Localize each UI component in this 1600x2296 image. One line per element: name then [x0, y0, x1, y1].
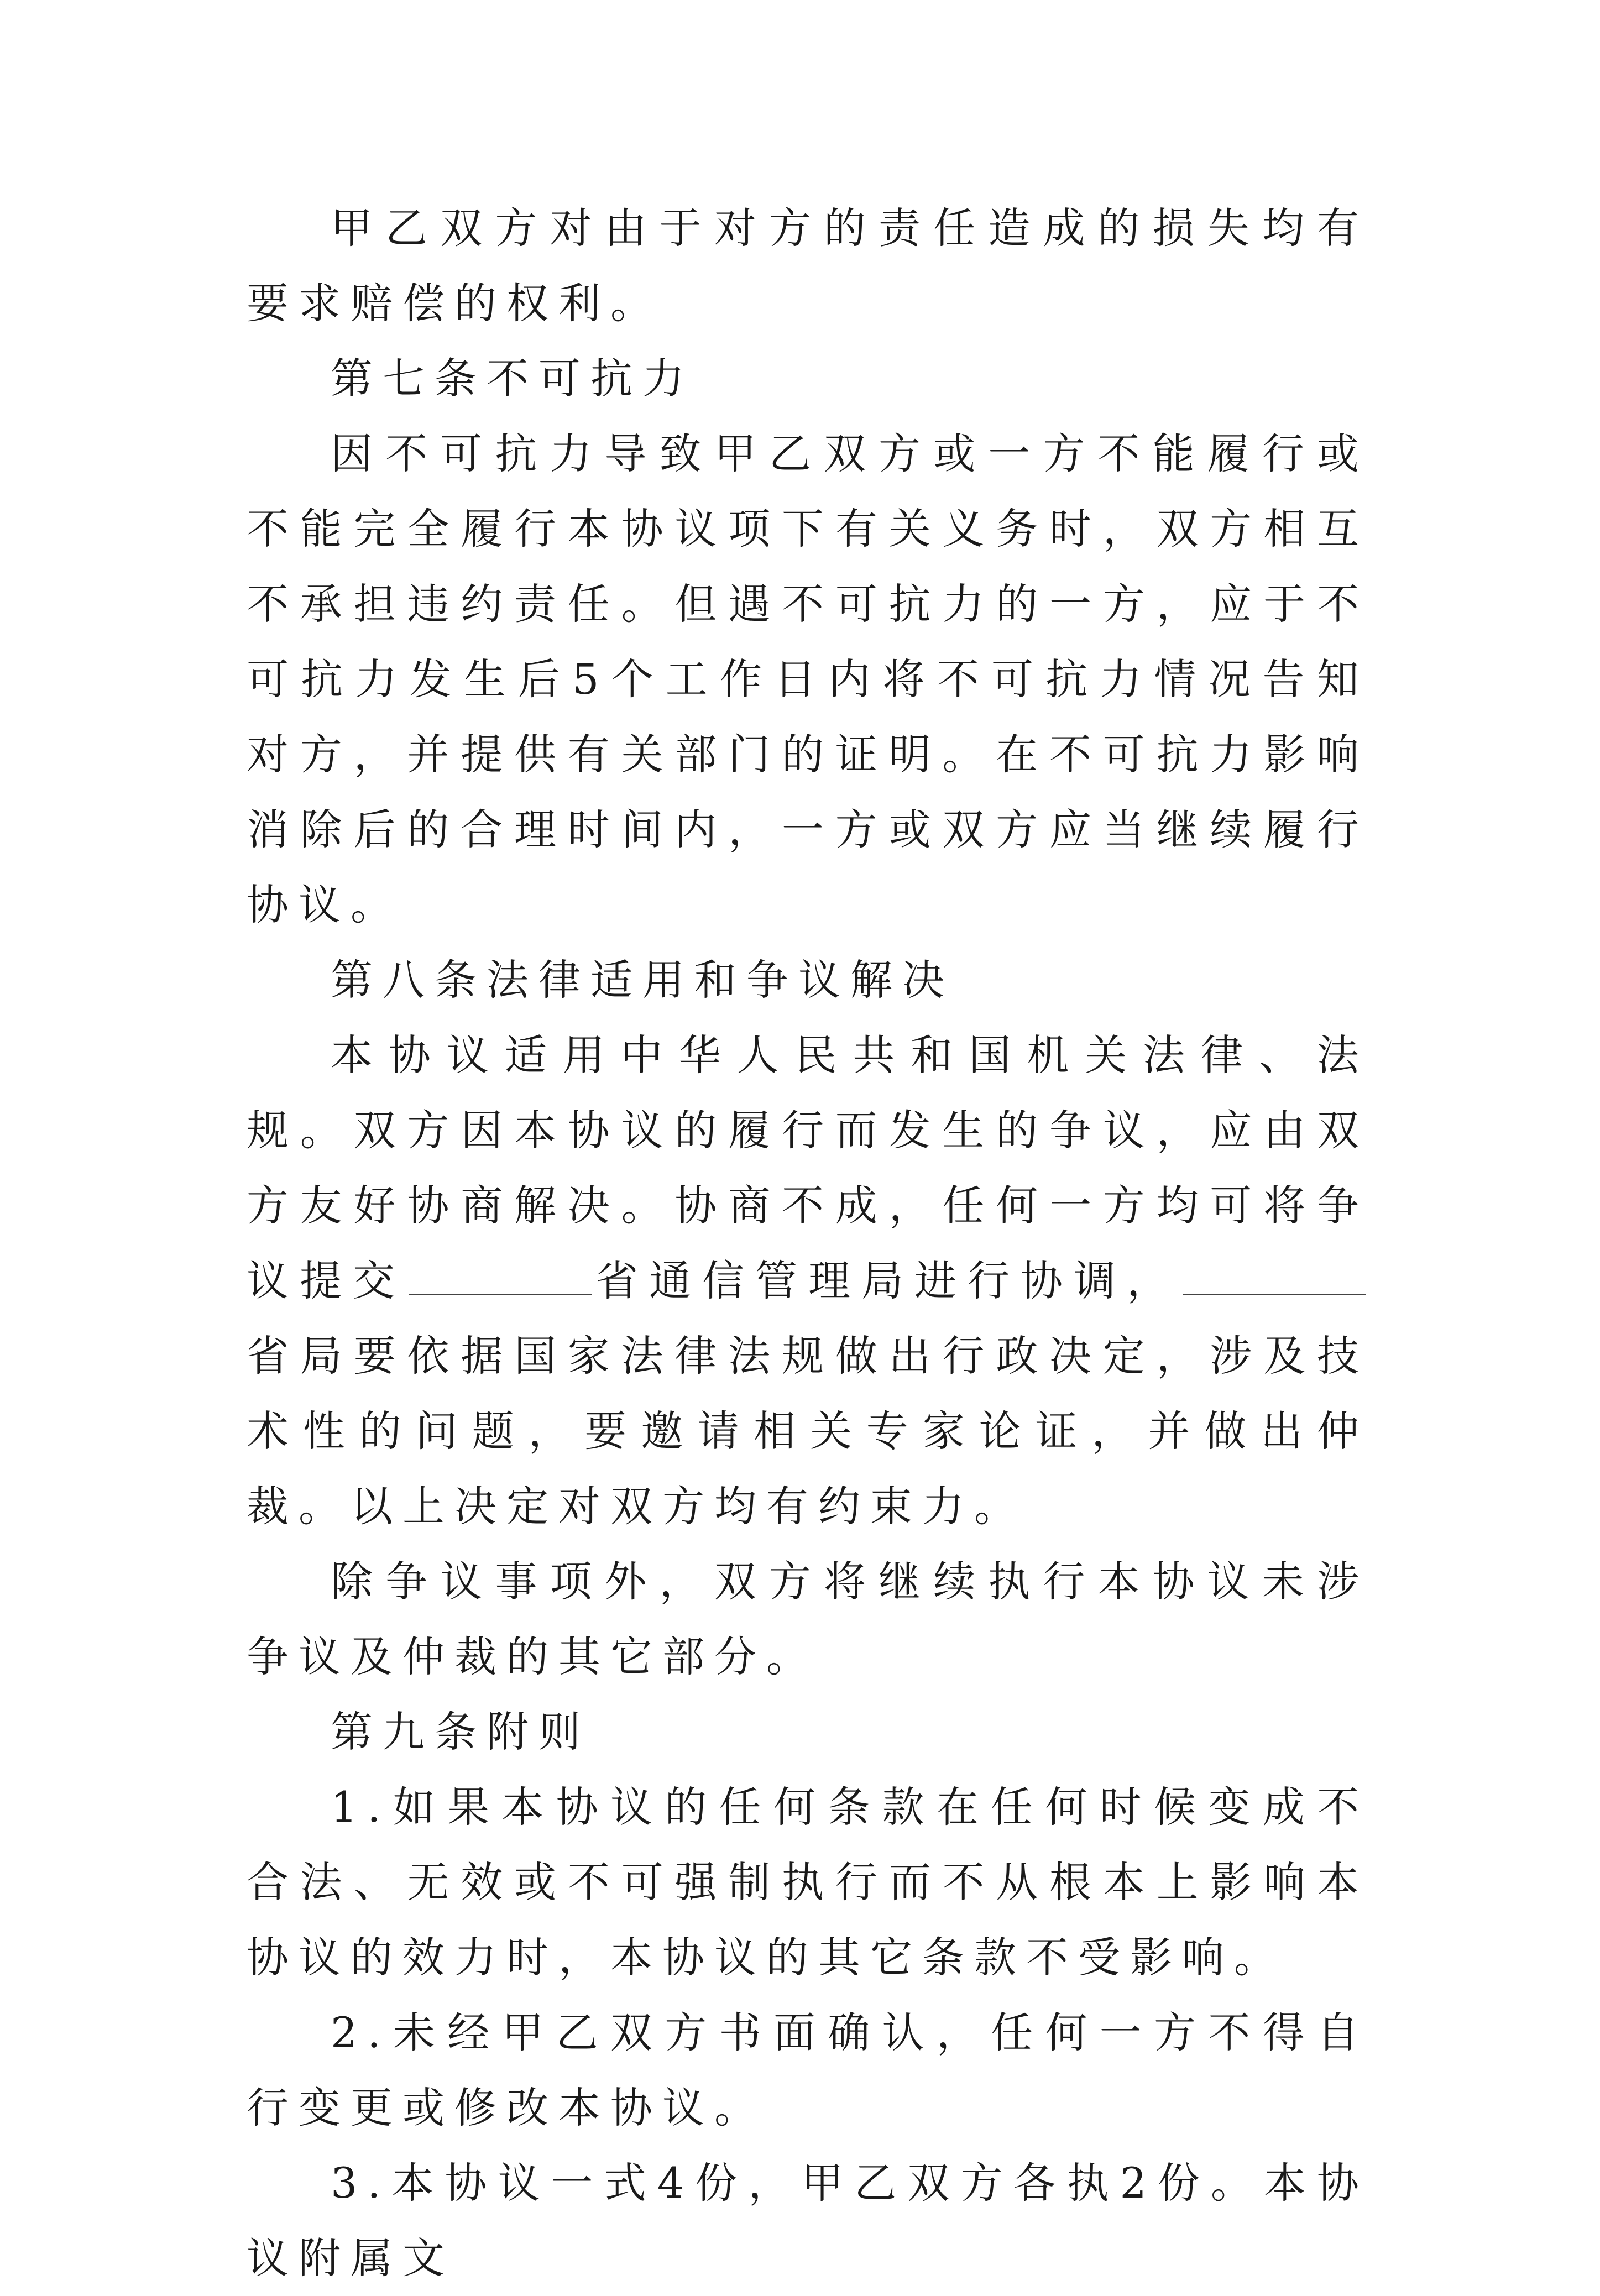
dispute-text-part3: 省局要依据国家法律法规做出行政决定，涉及技术性的问题，要邀请相关专家论证，并做出仲裁。以上决定对双方均有约束力。 — [247, 1331, 1369, 1531]
paragraph-clause-3: 3.本协议一式4份，甲乙双方各执2份。本协议附属文 — [247, 2158, 1369, 2283]
paragraph-clause-2: 2.未经甲乙双方书面确认，任何一方不得自行变更或修改本协议。 — [247, 2008, 1369, 2132]
blank-province-2 — [1183, 1252, 1366, 1295]
paragraph-force-majeure: 因不可抗力导致甲乙双方或一方不能履行或不能完全履行本协议项下有关义务时，双方相互不承担违约责任。但遇不可抗力的一方，应于不可抗力发生后5个工作日内将不可抗力情况告知对方，并提供有关部门的证明。在不可抗力影响消除后的合理时间内，一方或双方应当继续履行协议。 — [247, 429, 1369, 929]
paragraph-dispute-resolution — [247, 1018, 1369, 1544]
heading-article-9: 第九条附则 — [331, 1707, 590, 1756]
paragraph-continue-execution: 除争议事项外，双方将继续执行本协议未涉争议及仲裁的其它部分。 — [247, 1557, 1369, 1681]
blank-province-1 — [409, 1252, 592, 1295]
dispute-text-part2: 省通信管理局进行协调， — [595, 1256, 1180, 1305]
dispute-text-part1: 本协议适用中华人民共和国机关法律、法规。双方因本协议的履行而发生的争议，应由双方友好协商解决。协商不成，任何一方均可将争议提交 — [247, 1031, 1369, 1305]
document-body — [247, 191, 1369, 2296]
paragraph-clause-1: 1.如果本协议的任何条款在任何时候变成不合法、无效或不可强制执行而不从根本上影响本协议的效力时，本协议的其它条款不受影响。 — [247, 1782, 1369, 1982]
heading-article-8: 第八条法律适用和争议解决 — [331, 955, 954, 1005]
paragraph-compensation-right: 甲乙双方对由于对方的责任造成的损失均有要求赔偿的权利。 — [247, 203, 1369, 328]
heading-article-7: 第七条不可抗力 — [331, 354, 694, 403]
